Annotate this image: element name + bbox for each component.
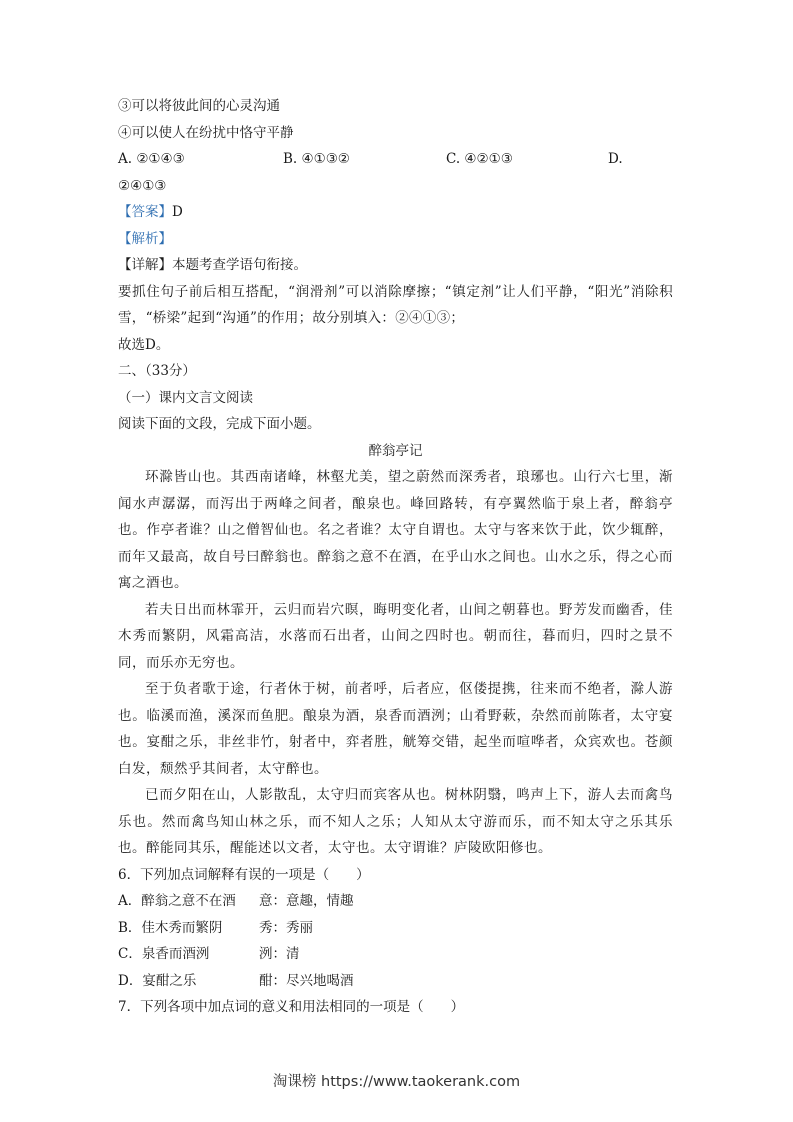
option-label: B．佳木秀而繁阴	[118, 919, 223, 936]
answer-tag: 【答案】	[118, 204, 172, 220]
option-label: C．泉香而酒洌	[118, 946, 210, 962]
option-gloss: 秀：秀丽	[259, 919, 313, 936]
detail-line: 【详解】本题考查学语句衔接。	[118, 257, 307, 273]
passage-paragraph-3: 至于负者歌于途，行者休于树，前者呼，后者应，伛偻提携，往来而不绝者，滁人游也。临溪而渔，溪深而鱼肥。酿泉为酒，泉香而酒洌；山肴野蔌，杂然而前陈者，太守宴也。宴酣之乐，非丝非竹，射者中，弈者胜，觥筹交错，起坐而喧哗者，众宾欢也。苍颜白发，颓然乎其间者，太守醉也。	[118, 681, 673, 777]
section-heading: 二、（33分）	[118, 363, 196, 379]
conclusion: 故选D。	[118, 336, 170, 353]
option-label: A．醉翁之意不在酒	[118, 893, 236, 909]
option-gloss: 酣：尽兴地喝酒	[259, 972, 354, 989]
question-6-option-b	[118, 915, 673, 942]
document-body	[118, 93, 673, 1021]
passage-title: 醉翁亭记	[368, 442, 423, 459]
option-d: D.	[608, 151, 623, 167]
analysis-tag: 【解析】	[118, 230, 172, 247]
option-gloss: 洌：清	[259, 946, 300, 962]
passage-paragraph-4: 已而夕阳在山，人影散乱，太守归而宾客从也。树林阴翳，鸣声上下，游人去而禽鸟乐也。然而禽鸟知山林之乐，而不知人之乐；人知从太守游而乐，而不知太守之乐其乐也。醉能同其乐，醒能述以文者，太守也。太守谓谁？庐陵欧阳修也。	[118, 787, 673, 856]
option-c: C. ④②①③	[446, 151, 513, 167]
question-6-option-d	[118, 968, 673, 995]
answer-value: D	[172, 204, 183, 220]
option-item-4: ④可以使人在纷扰中恪守平静	[118, 124, 294, 141]
option-gloss: 意：意趣，情趣	[259, 893, 354, 909]
explanation: 要抓住句子前后相互搭配，“润滑剂”可以消除摩擦；“镇定剂”让人们平静，“阳光”消除积雪，“桥梁”起到“沟通”的作用；故分别填入：②④①③；	[118, 283, 673, 326]
answer-options	[118, 146, 673, 173]
option-d-continued: ②④①③	[118, 177, 167, 194]
instruction: 阅读下面的文段，完成下面小题。	[118, 416, 321, 432]
question-6-option-a	[118, 888, 673, 915]
section-subheading: （一）课内文言文阅读	[118, 389, 253, 406]
option-b: B. ④①③②	[283, 151, 350, 167]
option-a: A. ②①④③	[118, 151, 185, 167]
question-6-stem: 6．下列加点词解释有误的一项是（ ）	[118, 866, 370, 883]
question-7-stem: 7．下列各项中加点词的意义和用法相同的一项是（ ）	[118, 999, 465, 1015]
passage-paragraph-1: 环滁皆山也。其西南诸峰，林壑尤美，望之蔚然而深秀者，琅琊也。山行六七里，渐闻水声潺潺，而泻出于两峰之间者，酿泉也。峰回路转，有亭翼然临于泉上者，醉翁亭也。作亭者谁？山之僧智仙也。名之者谁？太守自谓也。太守与客来饮于此，饮少辄醉，而年又最高，故自号曰醉翁也。醉翁之意不在酒，在乎山水之间也。山水之乐，得之心而寓之酒也。	[118, 469, 673, 591]
passage-paragraph-2: 若夫日出而林霏开，云归而岩穴暝，晦明变化者，山间之朝暮也。野芳发而幽香，佳木秀而繁阴，风霜高洁，水落而石出者，山间之四时也。朝而往，暮而归，四时之景不同，而乐亦无穷也。	[118, 601, 673, 671]
option-item-3: ③可以将彼此间的心灵沟通	[118, 98, 280, 114]
answer-line	[118, 199, 673, 226]
option-label: D．宴酣之乐	[118, 972, 197, 989]
footer-watermark: 淘课榜 https://www.taokerank.com	[272, 1074, 521, 1090]
question-6-option-c	[118, 941, 673, 968]
